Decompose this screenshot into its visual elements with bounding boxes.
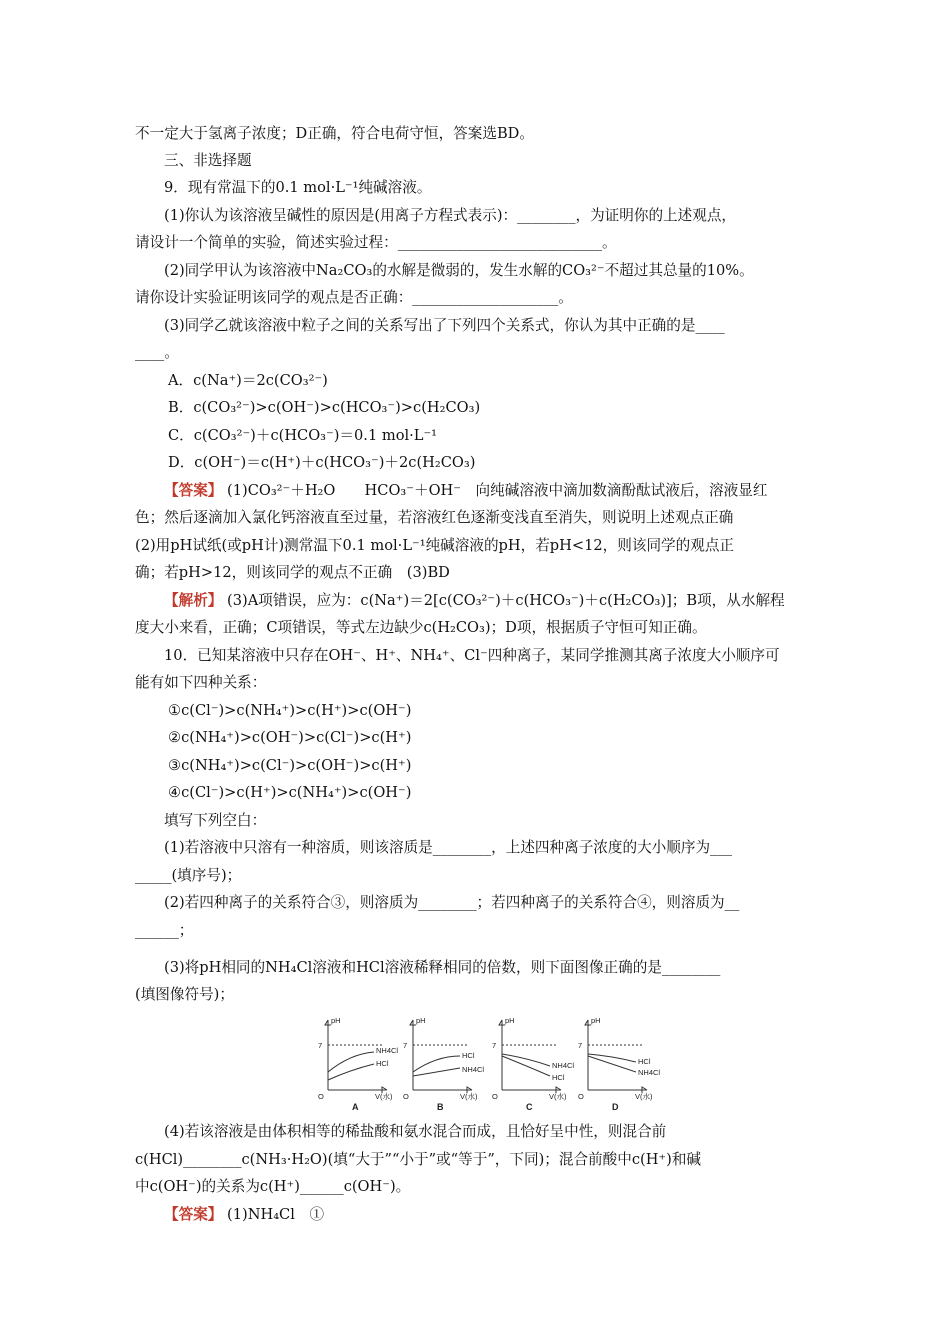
text-line: 确；若pH>12，则该同学的观点不正确 (3)BD	[135, 564, 450, 581]
text-line: 中c(OH⁻)的关系为c(H⁺)______c(OH⁻)。	[135, 1178, 411, 1195]
graph-label-c: C	[526, 1102, 533, 1112]
text-line: 度大小来看，正确；C项错误，等式左边缺少c(H₂CO₃)；D项，根据质子守恒可知正确。	[135, 619, 707, 636]
text-line: (2)用pH试纸(或pH计)测常温下0.1 mol·L⁻¹纯碱溶液的pH，若pH<12，则该同学的观点正	[135, 537, 735, 554]
relation-3: ③c(NH₄⁺)>c(Cl⁻)>c(OH⁻)>c(H⁺)	[168, 757, 412, 774]
relation-1: ①c(Cl⁻)>c(NH₄⁺)>c(H⁺)>c(OH⁻)	[168, 702, 412, 719]
curve-label-nh4cl-d: NH4Cl	[638, 1068, 661, 1077]
text-line: 色；然后逐滴加入氯化钙溶液直至过量，若溶液红色逐渐变浅直至消失，则说明上述观点正确	[135, 509, 734, 526]
text-line: c(HCl)________c(NH₃·H₂O)(填“大于”“小于”或“等于”，下同)；混合前酸中c(H⁺)和碱	[135, 1151, 702, 1168]
relation-2: ②c(NH₄⁺)>c(OH⁻)>c(Cl⁻)>c(H⁺)	[168, 729, 412, 746]
x-axis-label-c: V(水)	[549, 1092, 567, 1101]
x-axis-label-b: V(水)	[460, 1092, 478, 1101]
x-axis-label-d: V(水)	[635, 1092, 653, 1101]
y-axis-label-d: pH	[591, 1016, 601, 1025]
origin-a: O	[318, 1092, 324, 1101]
text-line: _____(填序号)；	[135, 867, 242, 884]
answer-tag: 【答案】	[164, 1206, 223, 1223]
text-line: 能有如下四种关系：	[135, 674, 267, 691]
y-axis-label-c: pH	[505, 1016, 515, 1025]
origin-c: O	[492, 1092, 498, 1101]
text-line: 填写下列空白：	[164, 812, 267, 829]
text-line: 不一定大于氢离子浓度；D正确，符合电荷守恒，答案选BD。	[135, 125, 534, 142]
curve-label-hcl-a: HCl	[376, 1059, 389, 1068]
analysis-tag: 【解析】	[164, 592, 223, 609]
text-line: (3)同学乙就该溶液中粒子之间的关系写出了下列四个关系式，你认为其中正确的是____	[164, 317, 725, 334]
option-b: B．c(CO₃²⁻)>c(OH⁻)>c(HCO₃⁻)>c(H₂CO₃)	[168, 399, 481, 416]
option-a: A．c(Na⁺)＝2c(CO₃²⁻)	[168, 372, 328, 389]
text-line: 请你设计实验证明该同学的观点是否正确：____________________。	[135, 289, 573, 306]
graph-label-a: A	[352, 1102, 359, 1112]
question-9-stem: 9．现有常温下的0.1 mol·L⁻¹纯碱溶液。	[164, 179, 432, 196]
origin-d: O	[578, 1092, 584, 1101]
curve-label-nh4cl-c: NH4Cl	[552, 1061, 575, 1070]
text-line: (3)将pH相同的NH₄Cl溶液和HCl溶液稀释相同的倍数，则下面图像正确的是________	[164, 959, 721, 976]
text-line: ____。	[135, 344, 179, 361]
curve-label-nh4cl-b: NH4Cl	[462, 1065, 485, 1074]
x-axis-label-a: V(水)	[375, 1092, 393, 1101]
text-line: (3)A项错误，应为：c(Na⁺)＝2[c(CO₃²⁻)＋c(HCO₃⁻)＋c(H₂CO₃)]；B项，从水解程	[227, 592, 785, 609]
ph-dilution-graphs	[312, 1012, 672, 1112]
option-d: D．c(OH⁻)＝c(H⁺)＋c(HCO₃⁻)＋2c(H₂CO₃)	[168, 454, 476, 471]
curve-label-hcl-b: HCl	[462, 1051, 475, 1060]
tick-7-d: 7	[578, 1041, 583, 1050]
tick-7-c: 7	[492, 1041, 497, 1050]
text-line: 请设计一个简单的实验，简述实验过程：____________________________。	[135, 234, 617, 251]
origin-b: O	[403, 1092, 409, 1101]
y-axis-label-b: pH	[416, 1016, 426, 1025]
curve-label-hcl-c: HCl	[552, 1073, 565, 1082]
text-line: (1)你认为该溶液呈碱性的原因是(用离子方程式表示)：________，为证明你的上述观点，	[164, 207, 737, 224]
section-heading: 三、非选择题	[164, 152, 252, 169]
text-line: (1)若溶液中只溶有一种溶质，则该溶质是________，上述四种离子浓度的大小顺序为___	[164, 839, 732, 856]
curve-label-hcl-d: HCl	[638, 1057, 651, 1066]
tick-7-a: 7	[318, 1041, 323, 1050]
curve-label-nh4cl-a: NH4Cl	[376, 1046, 399, 1055]
text-line: (填图像符号)；	[135, 986, 234, 1003]
analysis-block-9	[164, 591, 844, 611]
text-line: (2)同学甲认为该溶液中Na₂CO₃的水解是微弱的，发生水解的CO₃²⁻不超过其总量的10%。	[164, 262, 754, 279]
tick-7-b: 7	[403, 1041, 408, 1050]
y-axis-label-a: pH	[331, 1016, 341, 1025]
question-10-stem: 10．已知某溶液中只存在OH⁻、H⁺、NH₄⁺、Cl⁻四种离子，某同学推测其离子浓度大小顺序可	[164, 647, 780, 664]
text-line: (1)CO₃²⁻＋H₂O HCO₃⁻＋OH⁻ 向纯碱溶液中滴加数滴酚酞试液后，溶液显红	[227, 482, 768, 499]
answer-tag: 【答案】	[164, 482, 223, 499]
answer-block-9	[164, 481, 844, 501]
graph-label-b: B	[437, 1102, 444, 1112]
relation-4: ④c(Cl⁻)>c(H⁺)>c(NH₄⁺)>c(OH⁻)	[168, 784, 412, 801]
text-line: (4)若该溶液是由体积相等的稀盐酸和氨水混合而成，且恰好呈中性，则混合前	[164, 1123, 667, 1140]
answer-block-10	[164, 1205, 844, 1225]
option-c: C．c(CO₃²⁻)＋c(HCO₃⁻)＝0.1 mol·L⁻¹	[168, 427, 438, 444]
text-line: (2)若四种离子的关系符合③，则溶质为________；若四种离子的关系符合④，则溶质为__	[164, 894, 740, 911]
graph-label-d: D	[612, 1102, 619, 1112]
text-line: ______；	[135, 922, 194, 939]
text-line: (1)NH₄Cl ①	[227, 1206, 325, 1223]
